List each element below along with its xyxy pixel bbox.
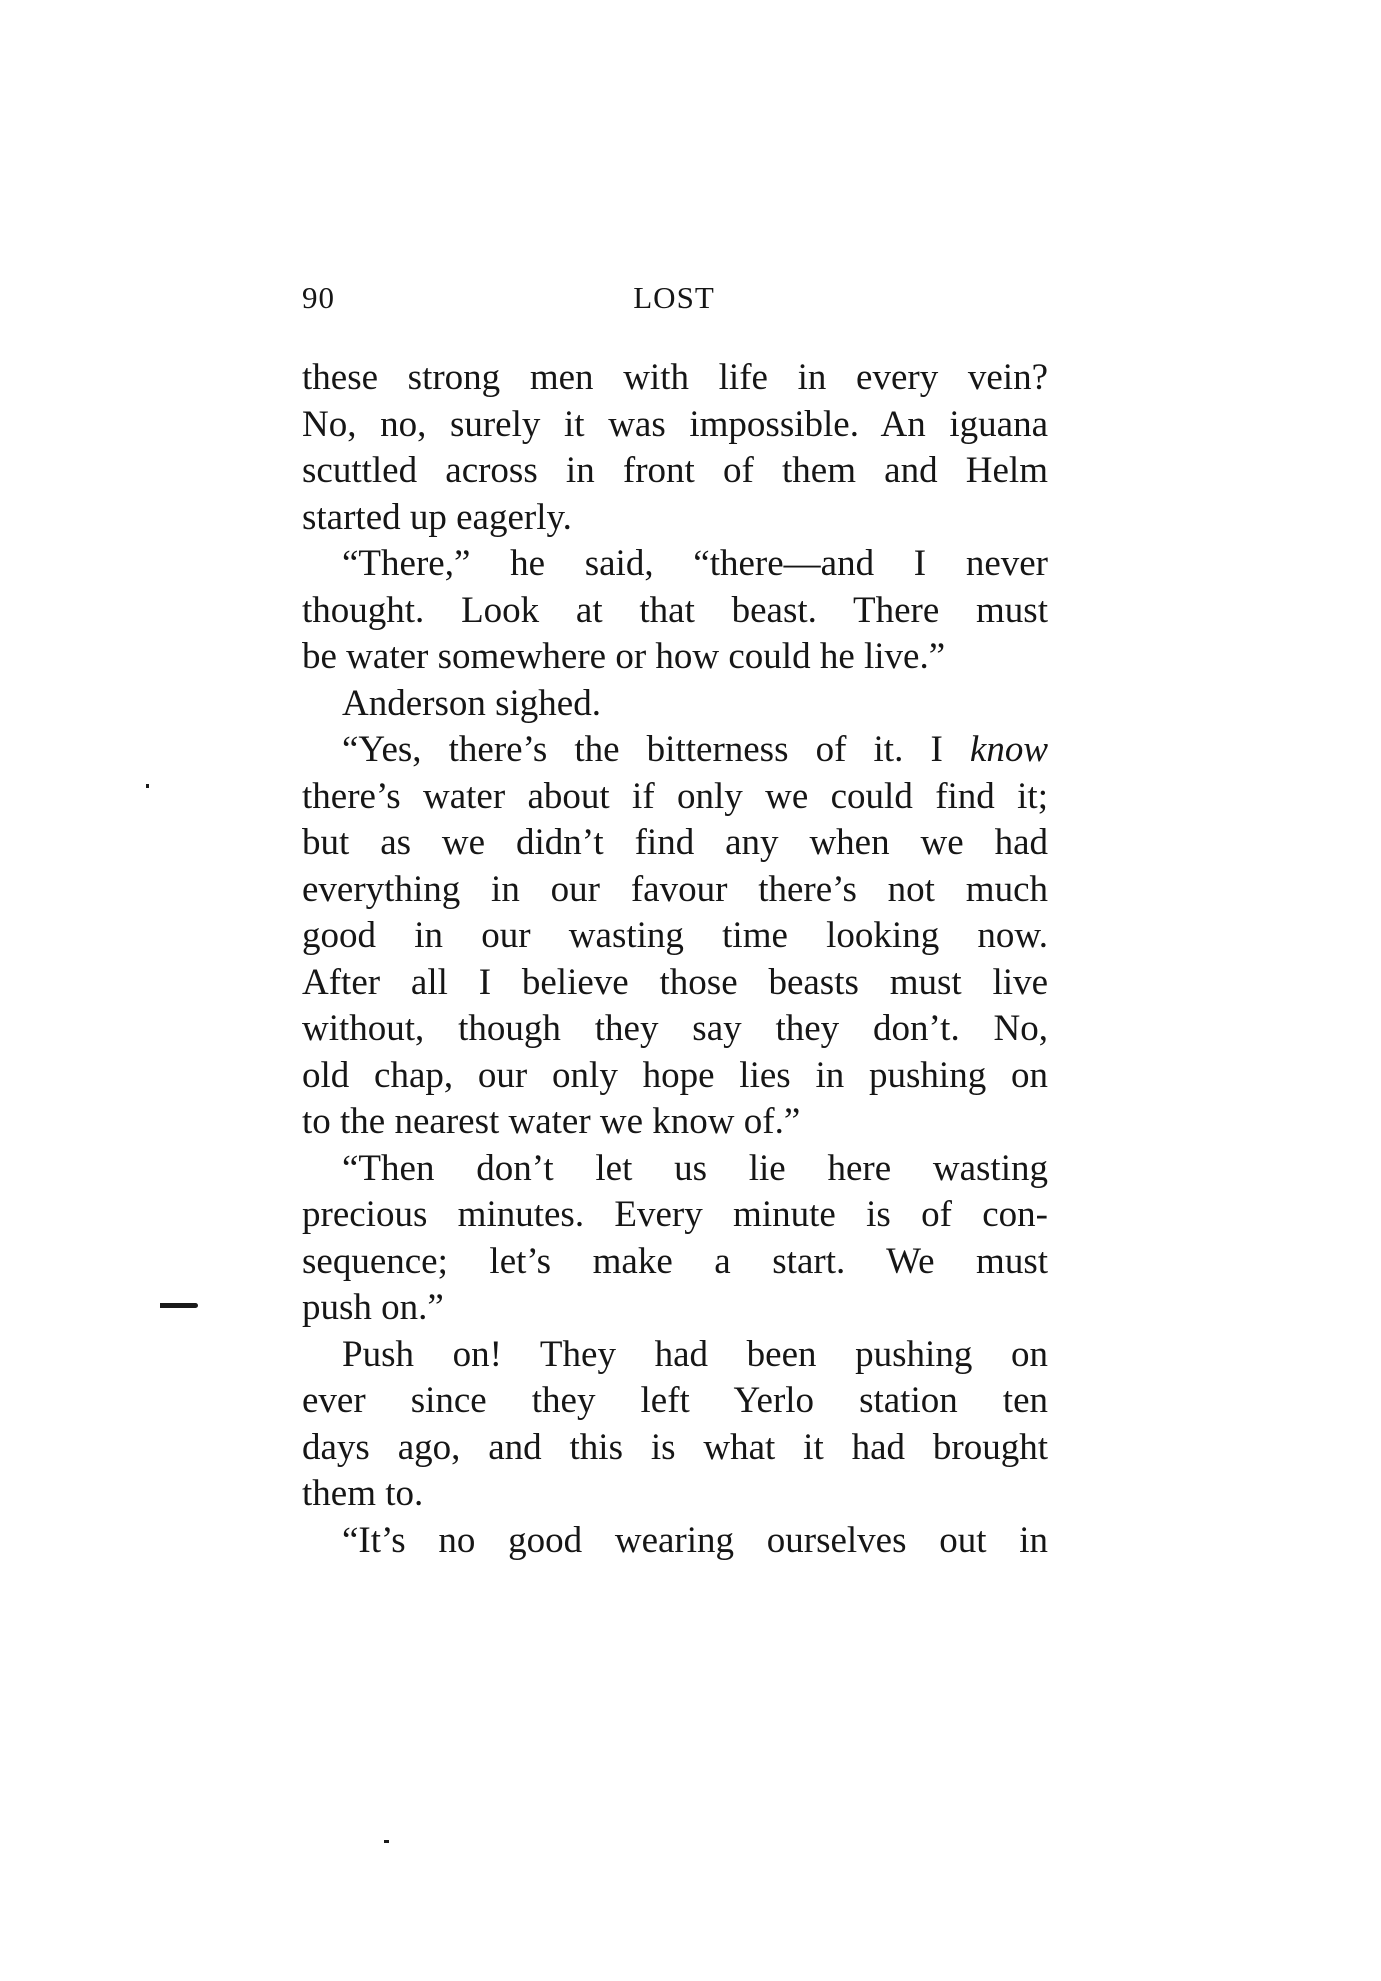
text-line <box>302 588 1048 635</box>
line-text: these strong men with life in every vein? <box>302 357 1048 398</box>
line-text: Push on! They had been pushing on <box>342 1333 1048 1375</box>
line-text: No, no, surely it was impossible. An iguana <box>302 403 1048 445</box>
line-text: push on.” <box>302 1287 444 1328</box>
line-text: good in our wasting time looking now. <box>302 915 1048 956</box>
text-line <box>302 727 1048 774</box>
line-text: to the nearest water we know of.” <box>302 1101 801 1142</box>
scan-mark <box>146 784 149 788</box>
text-line <box>302 1239 1048 1286</box>
text-line <box>302 1332 1048 1379</box>
text-line <box>302 820 1048 867</box>
text-line <box>302 1192 1048 1239</box>
line-text: started up eagerly. <box>302 496 572 538</box>
line-text: be water somewhere or how could he live.” <box>302 636 946 677</box>
text-line <box>302 774 1048 821</box>
line-text: precious minutes. Every minute is of con- <box>302 1194 1048 1235</box>
text-line <box>302 681 1048 728</box>
text-line <box>302 1518 1048 1565</box>
line-text: them to. <box>302 1473 424 1514</box>
line-text: ever since they left Yerlo station ten <box>302 1380 1048 1421</box>
text-line <box>302 1146 1048 1193</box>
text-line <box>302 448 1048 495</box>
emphasized-word: know <box>969 729 1048 770</box>
scan-mark <box>160 1303 198 1308</box>
line-text: “Yes, there’s the bitterness of it. I <box>342 729 970 770</box>
text-line <box>302 1006 1048 1053</box>
text-line <box>302 634 1048 681</box>
text-line <box>302 913 1048 960</box>
line-text: “There,” he said, “there—and I never <box>342 543 1048 584</box>
line-text: “It’s no good wearing ourselves out in <box>342 1519 1048 1561</box>
line-text: old chap, our only hope lies in pushing on <box>302 1054 1048 1096</box>
line-text: there’s water about if only we could find it; <box>302 775 1048 817</box>
text-line <box>302 1285 1048 1332</box>
text-line <box>302 1378 1048 1425</box>
text-line <box>302 1471 1048 1518</box>
running-title: LOST <box>633 280 715 315</box>
line-text: scuttled across in front of them and Helm <box>302 450 1048 491</box>
text-line <box>302 541 1048 588</box>
line-text: without, though they say they don’t. No, <box>302 1008 1048 1049</box>
line-text: but as we didn’t find any when we had <box>302 822 1048 863</box>
body-text <box>302 355 1048 1564</box>
scan-mark <box>384 1840 389 1843</box>
text-line <box>302 402 1048 449</box>
line-text: sequence; let’s make a start. We must <box>302 1240 1048 1282</box>
line-text: “Then don’t let us lie here wasting <box>342 1147 1048 1189</box>
page-number: 90 <box>302 280 335 315</box>
text-line <box>302 495 1048 542</box>
text-line <box>302 867 1048 914</box>
line-text: everything in our favour there’s not much <box>302 868 1048 910</box>
text-line <box>302 1099 1048 1146</box>
line-text: Anderson sighed. <box>342 682 601 724</box>
text-line <box>302 1425 1048 1472</box>
text-line <box>302 355 1048 402</box>
text-line <box>302 960 1048 1007</box>
text-line <box>302 1053 1048 1100</box>
running-head <box>302 280 1046 330</box>
line-text: days ago, and this is what it had brought <box>302 1426 1048 1468</box>
line-text: After all I believe those beasts must live <box>302 961 1048 1003</box>
line-text: thought. Look at that beast. There must <box>302 589 1048 631</box>
